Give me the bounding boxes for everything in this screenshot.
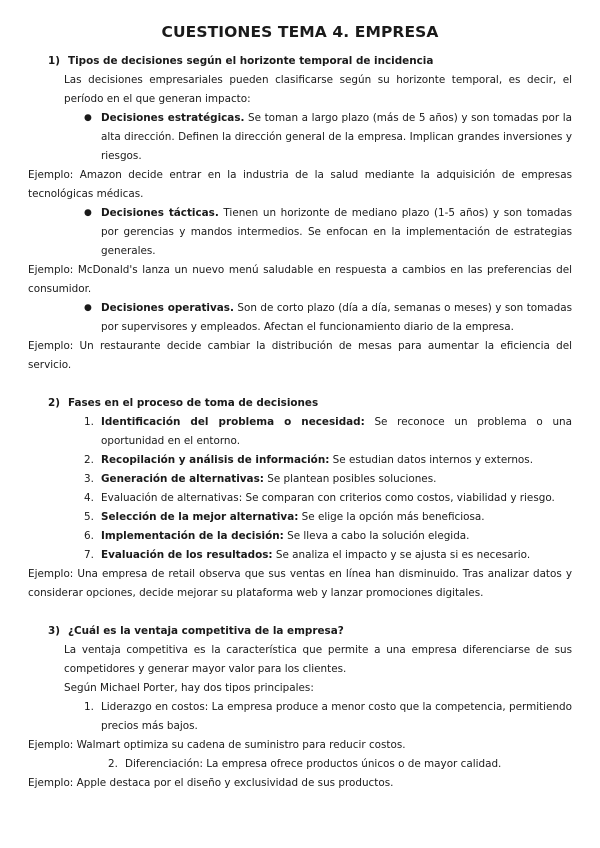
section-title: ¿Cuál es la ventaja competitiva de la empresa?: [68, 625, 344, 637]
example-text: Ejemplo: Apple destaca por el diseño y exclusividad de sus productos.: [28, 777, 394, 789]
section-title: Fases en el proceso de toma de decisiones: [68, 397, 319, 409]
section-2-heading: [48, 394, 572, 413]
item-text: Se toman a largo plazo (más de 5 años) y son tomadas por la alta dirección. Definen la dirección general de la empresa. Implican grandes inversiones y riesgos.: [101, 112, 572, 162]
section-number: 3): [48, 625, 60, 637]
example-text: Ejemplo: Una empresa de retail observa que sus ventas en línea han disminuido. Tras analizar datos y considerar opciones, decide mejorar su plataforma web y lanzar promociones digitales.: [28, 568, 572, 599]
section-number: 2): [48, 397, 60, 409]
example-text: Ejemplo: Amazon decide entrar en la industria de la salud mediante la adquisición de empresas tecnológicas médicas.: [28, 169, 572, 200]
decision-types-list: [28, 109, 572, 166]
list-item: 3. Generación de alternativas: Se plantean posibles soluciones.: [84, 473, 437, 485]
list-item: 2. Diferenciación: La empresa ofrece productos únicos o de mayor calidad.: [108, 758, 502, 770]
bullet-icon: ●: [84, 303, 92, 313]
decision-types-list: [28, 204, 572, 261]
section-number: 1): [48, 55, 60, 67]
item-term: Decisiones operativas.: [101, 302, 234, 314]
example-text: Ejemplo: Un restaurante decide cambiar la distribución de mesas para aumentar la eficiencia del servicio.: [28, 340, 572, 371]
list-item: [84, 109, 572, 166]
section-title: Tipos de decisiones según el horizonte temporal de incidencia: [68, 55, 434, 67]
section-1-heading: [48, 52, 572, 71]
item-text: Son de corto plazo (día a día, semanas o meses) y son tomadas por supervisores y empleados. Afectan el funcionamiento diario de la empresa.: [101, 302, 572, 333]
list-item: [84, 204, 572, 261]
item-text: Tienen un horizonte de mediano plazo (1-5 años) y son tomadas por gerencias y mandos intermedios. Se enfocan en la implementación de estrategias generales.: [101, 207, 572, 257]
bullet-icon: ●: [84, 113, 92, 123]
decision-types-list: [28, 299, 572, 337]
decision-phases-list: [28, 413, 572, 565]
list-item: 5. Selección de la mejor alternativa: Se elige la opción más beneficiosa.: [84, 511, 485, 523]
advantage-types-list: [28, 698, 572, 736]
porter-intro: Según Michael Porter, hay dos tipos principales:: [64, 682, 314, 694]
section-1-intro: Las decisiones empresariales pueden clasificarse según su horizonte temporal, es decir, el período en el que generan impacto:: [64, 74, 572, 105]
section-3-intro: La ventaja competitiva es la característica que permite a una empresa diferenciarse de sus competidores y generar mayor valor para los clientes.: [64, 644, 572, 675]
list-item: 7. Evaluación de los resultados: Se analiza el impacto y se ajusta si es necesario.: [84, 549, 531, 561]
list-item: 1. Liderazgo en costos: La empresa produce a menor costo que la competencia, permitiendo precios más bajos.: [84, 701, 572, 732]
example-text: Ejemplo: McDonald's lanza un nuevo menú saludable en respuesta a cambios en las preferencias del consumidor.: [28, 264, 572, 295]
list-item: 4. Evaluación de alternativas: Se comparan con criterios como costos, viabilidad y riesgo.: [84, 492, 555, 504]
page-title: CUESTIONES TEMA 4. EMPRESA: [161, 23, 439, 41]
advantage-types-list: [28, 755, 572, 774]
bullet-icon: ●: [84, 208, 92, 218]
list-item: 1. Identificación del problema o necesidad: Se reconoce un problema o una oportunidad en el entorno.: [84, 416, 572, 447]
example-text: Ejemplo: Walmart optimiza su cadena de suministro para reducir costos.: [28, 739, 406, 751]
item-term: Decisiones tácticas.: [101, 207, 219, 219]
list-item: [84, 299, 572, 337]
list-item: 6. Implementación de la decisión: Se lleva a cabo la solución elegida.: [84, 530, 470, 542]
list-item: 2. Recopilación y análisis de información: Se estudian datos internos y externos.: [84, 454, 533, 466]
item-term: Decisiones estratégicas.: [101, 112, 245, 124]
section-3-heading: [48, 622, 572, 641]
